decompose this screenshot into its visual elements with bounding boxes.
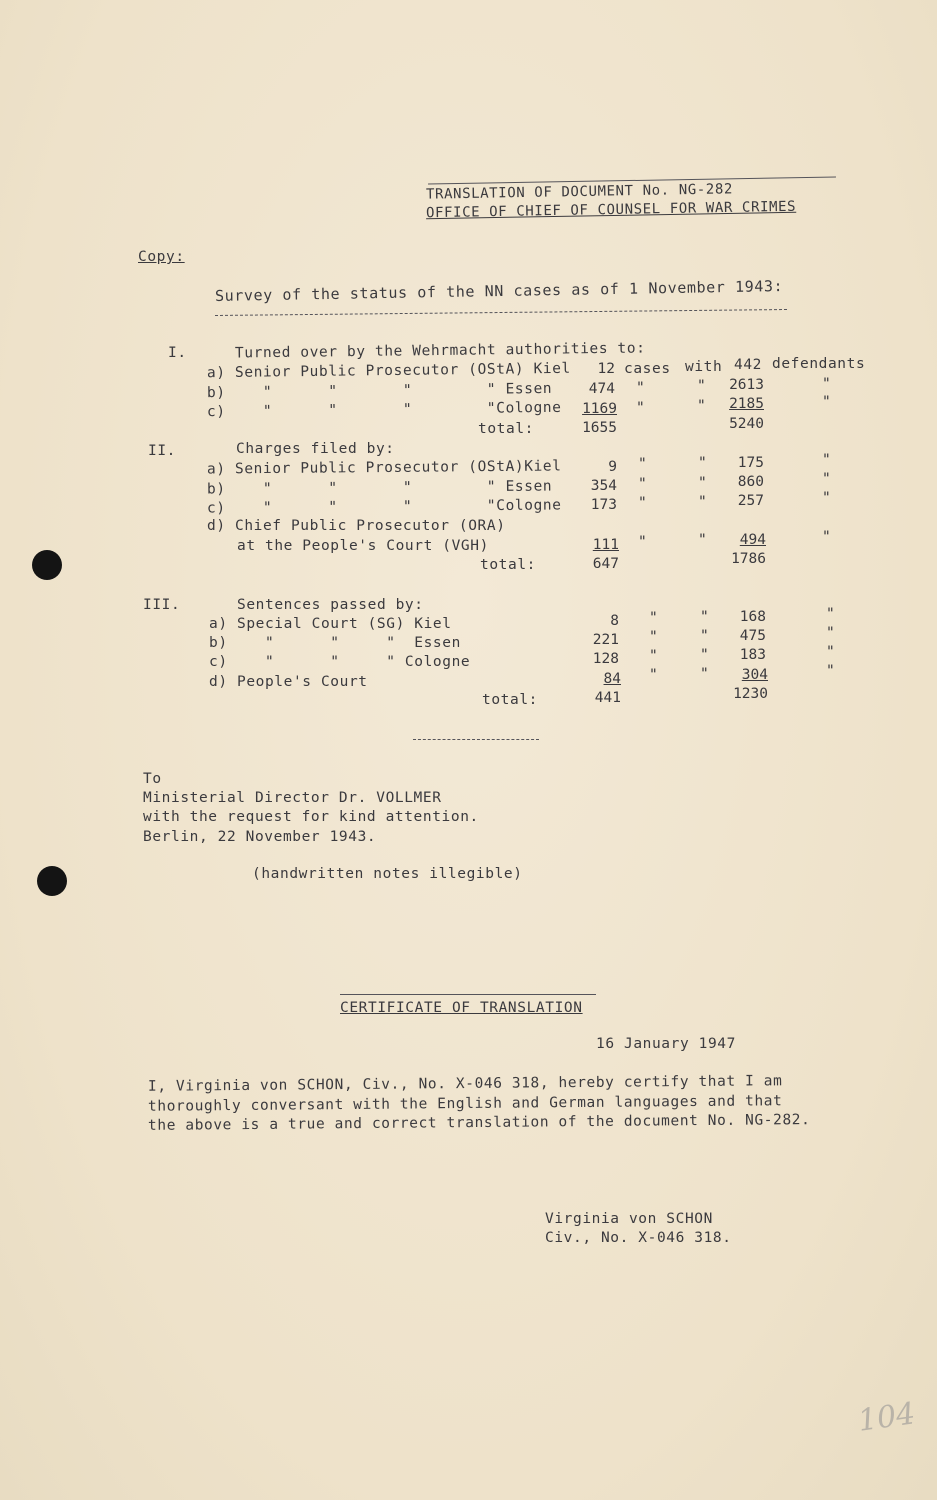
s1-row-c-def-word: " [822, 394, 832, 410]
s2-row-d-cases: 111 [592, 537, 619, 553]
s3-row-d-label: d) People's Court [209, 674, 368, 690]
certificate-body-2: thoroughly conversant with the English and German languages and that [147, 1093, 783, 1115]
s3-row-b-with: " [700, 628, 710, 644]
s2-row-b-defendants: 860 [737, 474, 764, 490]
s3-row-a-label: a) Special Court (SG) Kiel [209, 616, 452, 632]
s3-row-b-cases-word: " [649, 629, 659, 645]
s1-total-label: total: [478, 421, 534, 437]
certificate-title: CERTIFICATE OF TRANSLATION [340, 1000, 583, 1016]
s2-row-d-label: d) Chief Public Prosecutor (ORA) [207, 518, 506, 534]
punch-hole-bottom [37, 866, 67, 896]
s3-row-a-cases-word: " [649, 610, 659, 626]
certificate-top-rule [340, 994, 596, 995]
s3-row-b-cases: 221 [592, 632, 619, 648]
s2-row-d-with: " [698, 532, 708, 548]
s3-row-b-def-word: " [826, 625, 836, 641]
s3-row-c-cases: 128 [592, 651, 619, 667]
s1-row-a-def-word: defendants [772, 356, 866, 372]
section-3-numeral: III. [143, 597, 181, 613]
section-2-numeral: II. [148, 443, 176, 459]
s3-total-defendants: 1230 [733, 686, 768, 702]
s3-row-b-label: b) " " " Essen [209, 635, 461, 651]
address-to: To [143, 771, 162, 787]
s3-row-d-defendants: 304 [741, 667, 768, 683]
s3-row-d-cases: 84 [603, 671, 621, 687]
s2-row-c-label: c) " " " "Cologne [206, 497, 562, 517]
s2-row-c-with: " [698, 494, 708, 510]
section-1-heading: Turned over by the Wehrmacht authorities to: [234, 340, 646, 362]
s3-row-c-label: c) " " " Cologne [209, 654, 471, 670]
s2-row-a-defendants: 175 [737, 455, 764, 471]
section-2-heading: Charges filed by: [236, 441, 395, 457]
s1-row-a-label: a) Senior Public Prosecutor (OStA) Kiel [206, 360, 571, 382]
s3-row-c-def-word: " [826, 644, 836, 660]
s1-row-a-cases: 12 [597, 361, 615, 377]
s1-row-b-defendants: 2613 [729, 377, 764, 393]
address-line-3: Berlin, 22 November 1943. [143, 829, 377, 845]
section-1-numeral: I. [168, 345, 187, 361]
s2-row-b-def-word: " [822, 471, 832, 487]
certificate-body-3: the above is a true and correct translation of the document No. NG-282. [147, 1112, 811, 1134]
s2-total-cases: 647 [592, 556, 619, 572]
s2-row-a-label: a) Senior Public Prosecutor (OStA)Kiel [206, 458, 562, 478]
section-3-heading: Sentences passed by: [237, 597, 424, 613]
s2-row-d-cases-word: " [638, 534, 648, 550]
copy-label: Copy: [138, 249, 185, 265]
s3-row-d-cases-word: " [649, 667, 659, 683]
s1-row-c-defendants: 2185 [729, 396, 764, 412]
s1-total-defendants: 5240 [729, 416, 764, 432]
section-end-rule [413, 739, 539, 740]
s3-row-d-with: " [700, 666, 710, 682]
s3-row-c-cases-word: " [649, 648, 659, 664]
s3-row-a-cases: 8 [610, 613, 619, 629]
signature-name: Virginia von SCHON [545, 1211, 713, 1227]
address-line-2: with the request for kind attention. [143, 809, 479, 825]
s1-row-b-def-word: " [822, 376, 832, 392]
s1-row-b-label: b) " " " " Essen [206, 380, 553, 402]
survey-title: Survey of the status of the NN cases as of 1 November 1943: [214, 277, 784, 305]
s3-total-label: total: [482, 692, 538, 708]
s2-row-a-cases-word: " [638, 456, 648, 472]
s2-row-d-label-2: at the People's Court (VGH) [237, 538, 489, 554]
header-line-2: OFFICE OF CHIEF OF COUNSEL FOR WAR CRIMES [425, 198, 797, 222]
s2-row-d-def-word: " [822, 529, 832, 545]
s3-row-c-defendants: 183 [739, 647, 766, 663]
s2-row-c-defendants: 257 [737, 493, 764, 509]
header-line-1: TRANSLATION OF DOCUMENT No. NG-282 [425, 181, 734, 203]
s2-row-b-cases-word: " [638, 476, 648, 492]
s2-row-c-cases-word: " [638, 495, 648, 511]
s2-row-c-def-word: " [822, 490, 832, 506]
survey-title-rule [215, 309, 787, 316]
s1-row-a-cases-word: cases [624, 361, 671, 377]
handwritten-note: (handwritten notes illegible) [252, 866, 523, 882]
s1-row-b-cases: 474 [588, 381, 615, 397]
s3-row-a-with: " [700, 609, 710, 625]
s2-row-b-cases: 354 [590, 478, 617, 494]
s2-total-defendants: 1786 [731, 551, 766, 567]
signature-id: Civ., No. X-046 318. [545, 1230, 732, 1246]
address-line-1: Ministerial Director Dr. VOLLMER [143, 790, 442, 806]
s3-row-b-defendants: 475 [739, 628, 766, 644]
s3-row-a-def-word: " [826, 606, 836, 622]
s2-row-a-def-word: " [822, 452, 832, 468]
s2-row-b-label: b) " " " " Essen [206, 478, 553, 498]
certificate-body-1: I, Virginia von SCHON, Civ., No. X-046 318, hereby certify that I am [147, 1073, 783, 1095]
s2-total-label: total: [480, 557, 536, 573]
s3-row-c-with: " [700, 647, 710, 663]
s1-row-b-cases-word: " [636, 380, 646, 396]
s1-row-a-defendants: 442 [734, 357, 762, 373]
s1-row-c-with: " [697, 398, 707, 414]
s3-row-d-def-word: " [826, 663, 836, 679]
s1-row-b-with: " [697, 378, 707, 394]
s3-row-a-defendants: 168 [739, 609, 766, 625]
s2-row-a-with: " [698, 455, 708, 471]
punch-hole-top [32, 550, 62, 580]
s2-row-c-cases: 173 [590, 497, 617, 513]
s1-row-a-with: with [685, 359, 723, 375]
s1-row-c-label: c) " " " "Cologne [206, 399, 562, 421]
s2-row-d-defendants: 494 [739, 532, 766, 548]
s2-row-a-cases: 9 [608, 459, 617, 475]
s2-row-b-with: " [698, 475, 708, 491]
s3-total-cases: 441 [594, 690, 621, 706]
s1-row-c-cases: 1169 [582, 401, 617, 417]
certificate-date: 16 January 1947 [596, 1036, 736, 1052]
s1-row-c-cases-word: " [636, 400, 646, 416]
margin-pencil-note: 104 [855, 1396, 918, 1439]
s1-total-cases: 1655 [582, 420, 617, 436]
